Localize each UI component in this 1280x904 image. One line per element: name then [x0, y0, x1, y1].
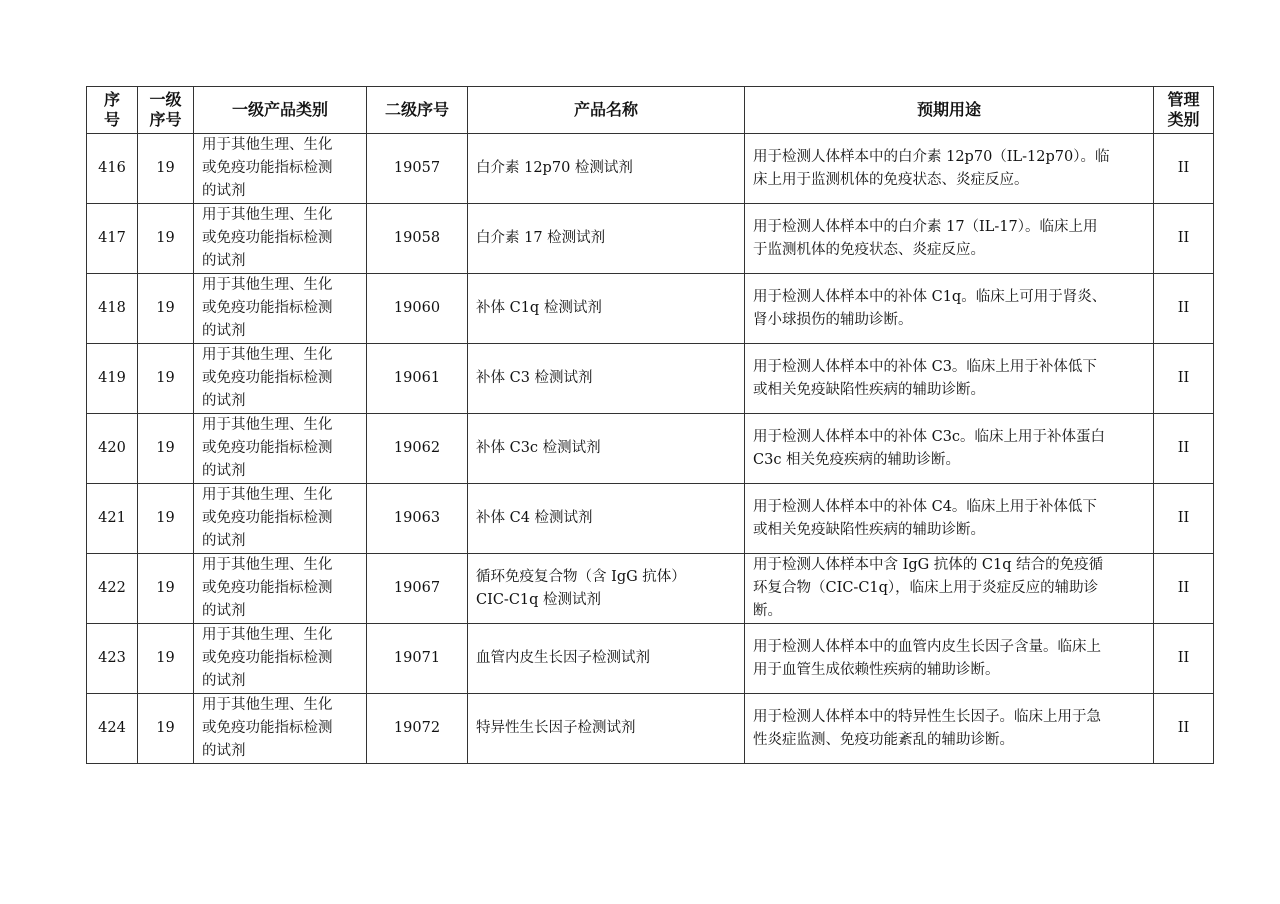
cell-intended-use: 用于检测人体样本中的补体 C3。临床上用于补体低下 或相关免疫缺陷性疾病的辅助诊断。	[745, 344, 1154, 414]
cell-intended-use: 用于检测人体样本中的补体 C1q。临床上可用于肾炎、 肾小球损伤的辅助诊断。	[745, 274, 1154, 344]
cell-seq: 422	[87, 554, 138, 624]
cell-level1-seq: 19	[138, 624, 194, 694]
cell-level2-seq: 19062	[367, 414, 468, 484]
cell-level1-category: 用于其他生理、生化 或免疫功能指标检测 的试剂	[194, 694, 367, 764]
table-row	[87, 554, 1214, 624]
table-row	[87, 274, 1214, 344]
cell-level1-category: 用于其他生理、生化 或免疫功能指标检测 的试剂	[194, 134, 367, 204]
cell-level1-seq: 19	[138, 134, 194, 204]
cell-product-name: 补体 C4 检测试剂	[468, 484, 745, 554]
cell-seq: 420	[87, 414, 138, 484]
cell-level1-seq: 19	[138, 204, 194, 274]
cell-intended-use: 用于检测人体样本中的补体 C4。临床上用于补体低下 或相关免疫缺陷性疾病的辅助诊断。	[745, 484, 1154, 554]
table-row	[87, 694, 1214, 764]
cell-level2-seq: 19067	[367, 554, 468, 624]
cell-product-name: 补体 C3c 检测试剂	[468, 414, 745, 484]
cell-product-name: 补体 C1q 检测试剂	[468, 274, 745, 344]
cell-level2-seq: 19061	[367, 344, 468, 414]
table-row	[87, 344, 1214, 414]
cell-level1-seq: 19	[138, 484, 194, 554]
cell-level1-category: 用于其他生理、生化 或免疫功能指标检测 的试剂	[194, 554, 367, 624]
cell-seq: 416	[87, 134, 138, 204]
cell-product-name: 循环免疫复合物（含 IgG 抗体） CIC-C1q 检测试剂	[468, 554, 745, 624]
cell-seq: 424	[87, 694, 138, 764]
cell-intended-use: 用于检测人体样本中的血管内皮生长因子含量。临床上 用于血管生成依赖性疾病的辅助诊断。	[745, 624, 1154, 694]
cell-level2-seq: 19071	[367, 624, 468, 694]
cell-intended-use: 用于检测人体样本中的白介素 17（IL-17）。临床上用 于监测机体的免疫状态、炎症反应。	[745, 204, 1154, 274]
cell-seq: 419	[87, 344, 138, 414]
cell-level2-seq: 19058	[367, 204, 468, 274]
cell-level1-seq: 19	[138, 344, 194, 414]
cell-intended-use: 用于检测人体样本中的特异性生长因子。临床上用于急 性炎症监测、免疫功能紊乱的辅助诊断。	[745, 694, 1154, 764]
cell-intended-use: 用于检测人体样本中含 IgG 抗体的 C1q 结合的免疫循 环复合物（CIC-C1q），临床上用于炎症反应的辅助诊 断。	[745, 554, 1154, 624]
cell-level1-seq: 19	[138, 554, 194, 624]
cell-seq: 418	[87, 274, 138, 344]
header-level2-seq: 二级序号	[367, 87, 468, 134]
cell-mgmt-class: II	[1154, 414, 1214, 484]
header-intended-use: 预期用途	[745, 87, 1154, 134]
header-level1-seq: 一级 序号	[138, 87, 194, 134]
cell-level1-seq: 19	[138, 414, 194, 484]
cell-mgmt-class: II	[1154, 274, 1214, 344]
cell-product-name: 特异性生长因子检测试剂	[468, 694, 745, 764]
cell-product-name: 白介素 17 检测试剂	[468, 204, 745, 274]
cell-product-name: 补体 C3 检测试剂	[468, 344, 745, 414]
table-row	[87, 484, 1214, 554]
cell-level2-seq: 19060	[367, 274, 468, 344]
catalog-table	[86, 86, 1214, 764]
cell-mgmt-class: II	[1154, 134, 1214, 204]
table-row	[87, 204, 1214, 274]
cell-level1-category: 用于其他生理、生化 或免疫功能指标检测 的试剂	[194, 624, 367, 694]
cell-level2-seq: 19057	[367, 134, 468, 204]
header-seq: 序 号	[87, 87, 138, 134]
header-mgmt-class: 管理 类别	[1154, 87, 1214, 134]
cell-product-name: 白介素 12p70 检测试剂	[468, 134, 745, 204]
header-row	[87, 87, 1214, 134]
cell-mgmt-class: II	[1154, 484, 1214, 554]
cell-seq: 423	[87, 624, 138, 694]
cell-mgmt-class: II	[1154, 624, 1214, 694]
cell-product-name: 血管内皮生长因子检测试剂	[468, 624, 745, 694]
cell-seq: 417	[87, 204, 138, 274]
cell-level1-category: 用于其他生理、生化 或免疫功能指标检测 的试剂	[194, 414, 367, 484]
cell-intended-use: 用于检测人体样本中的补体 C3c。临床上用于补体蛋白 C3c 相关免疫疾病的辅助诊断。	[745, 414, 1154, 484]
cell-mgmt-class: II	[1154, 694, 1214, 764]
cell-level1-category: 用于其他生理、生化 或免疫功能指标检测 的试剂	[194, 484, 367, 554]
cell-seq: 421	[87, 484, 138, 554]
cell-level1-seq: 19	[138, 274, 194, 344]
cell-intended-use: 用于检测人体样本中的白介素 12p70（IL-12p70）。临 床上用于监测机体的免疫状态、炎症反应。	[745, 134, 1154, 204]
cell-mgmt-class: II	[1154, 204, 1214, 274]
table-row	[87, 414, 1214, 484]
cell-level1-category: 用于其他生理、生化 或免疫功能指标检测 的试剂	[194, 344, 367, 414]
cell-level1-category: 用于其他生理、生化 或免疫功能指标检测 的试剂	[194, 204, 367, 274]
cell-mgmt-class: II	[1154, 554, 1214, 624]
table-row	[87, 134, 1214, 204]
cell-level2-seq: 19063	[367, 484, 468, 554]
cell-mgmt-class: II	[1154, 344, 1214, 414]
cell-level1-seq: 19	[138, 694, 194, 764]
table-row	[87, 624, 1214, 694]
cell-level2-seq: 19072	[367, 694, 468, 764]
header-product-name: 产品名称	[468, 87, 745, 134]
header-level1-category: 一级产品类别	[194, 87, 367, 134]
cell-level1-category: 用于其他生理、生化 或免疫功能指标检测 的试剂	[194, 274, 367, 344]
